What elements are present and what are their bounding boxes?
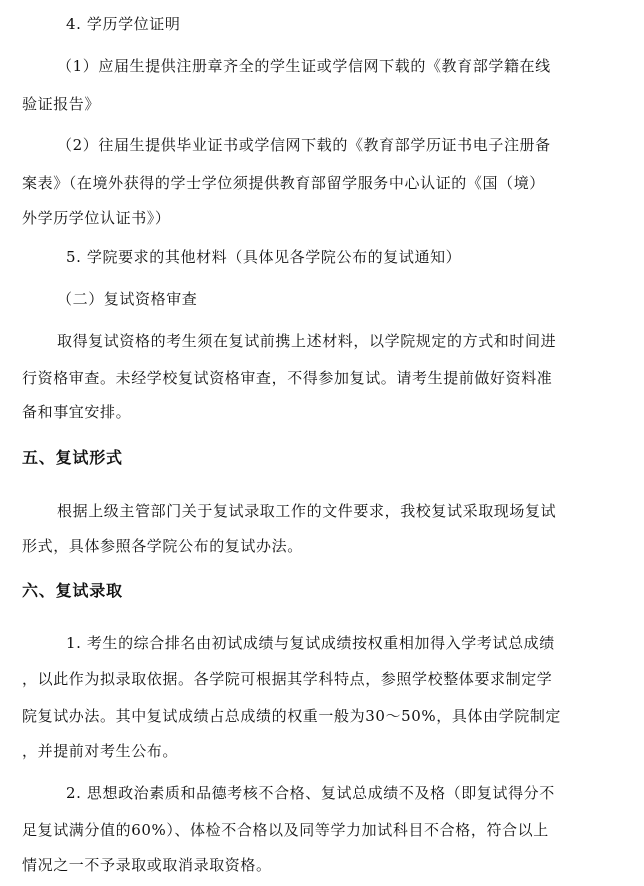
admit-item1-line4: ，并提前对考生公布。 (22, 742, 179, 760)
admit-item2-line2: 足复试满分值的60%）、体检不合格以及同等学力加试科目不合格，符合以上 (22, 821, 549, 839)
admit-item2-line1: 2. 思想政治素质和品德考核不合格、复试总成绩不及格（即复试得分不 (66, 784, 555, 802)
section-6-heading: 六、复试录取 (22, 581, 123, 600)
item-4-sub2-line3: 外学历学位认证书》） (22, 209, 171, 227)
item-4-title: 4. 学历学位证明 (66, 15, 181, 33)
item-5: 5. 学院要求的其他材料（具体见各学院公布的复试通知） (66, 248, 462, 266)
item-4-sub1-line1: （1）应届生提供注册章齐全的学生证或学信网下载的《教育部学籍在线 (57, 57, 551, 75)
item-4-sub2-line2: 案表》（在境外获得的学士学位须提供教育部留学服务中心认证的《国（境） (22, 174, 545, 192)
review-paragraph-line3: 备和事宜安排。 (22, 403, 132, 421)
item-4-sub1-line2: 验证报告》 (22, 95, 101, 113)
subsection-heading-2: （二）复试资格审查 (57, 290, 198, 308)
admit-item1-line2: ，以此作为拟录取依据。各学院可根据其学科特点，参照学校整体要求制定学 (22, 670, 553, 688)
admit-item1-line1: 1. 考生的综合排名由初试成绩与复试成绩按权重相加得入学考试总成绩 (66, 634, 555, 652)
item-4-sub2-line1: （2）往届生提供毕业证书或学信网下载的《教育部学历证书电子注册备 (57, 136, 551, 154)
review-paragraph-line2: 行资格审查。未经学校复试资格审查，不得参加复试。请考生提前做好资料准 (22, 369, 553, 387)
review-paragraph-line1: 取得复试资格的考生须在复试前携上述材料，以学院规定的方式和时间进 (57, 332, 557, 350)
form-paragraph-line1: 根据上级主管部门关于复试录取工作的文件要求，我校复试采取现场复试 (57, 502, 557, 520)
admit-item2-line3: 情况之一不予录取或取消录取资格。 (22, 856, 272, 874)
admit-item1-line3: 院复试办法。其中复试成绩占总成绩的权重一般为30～50%，具体由学院制定 (22, 707, 562, 725)
form-paragraph-line2: 形式，具体参照各学院公布的复试办法。 (22, 537, 303, 555)
section-5-heading: 五、复试形式 (22, 448, 123, 467)
